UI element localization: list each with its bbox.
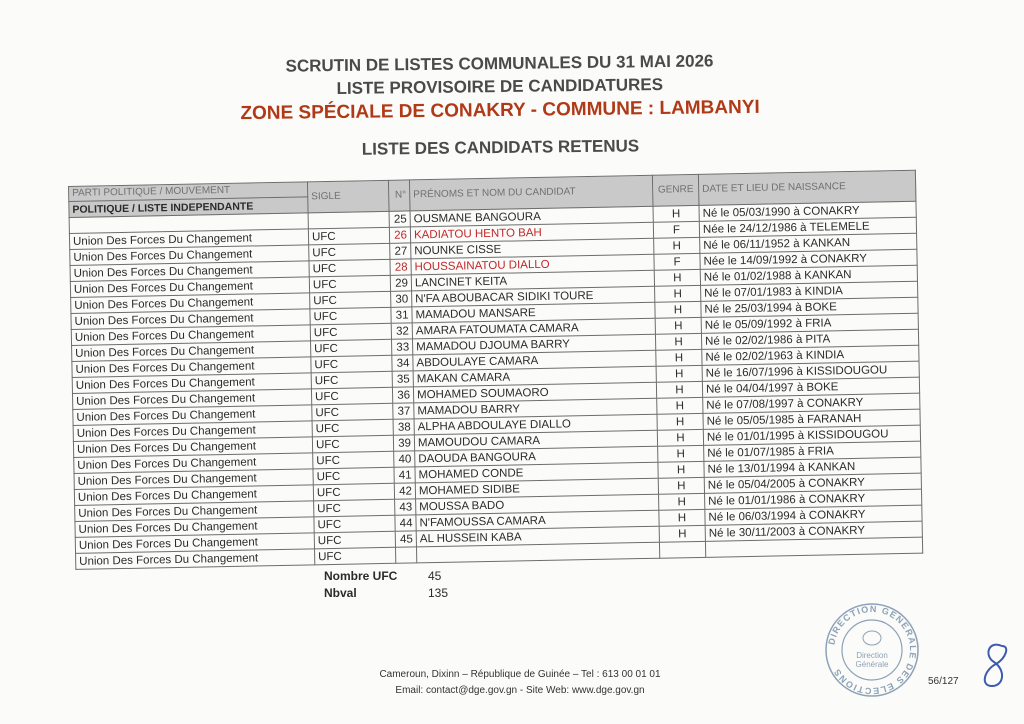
cell-party: Union Des Forces Du Changement xyxy=(72,373,311,394)
cell-candidate-name: NOUNKE CISSE xyxy=(411,238,654,259)
cell-genre: H xyxy=(654,237,700,254)
cell-candidate-name: AMARA FATOUMATA CAMARA xyxy=(412,318,655,339)
cell-sigle: UFC xyxy=(309,243,390,261)
seal-center-text-1: Direction xyxy=(856,651,888,660)
official-seal xyxy=(818,600,926,705)
cell-party: Union Des Forces Du Changement xyxy=(74,485,313,506)
candidates-table xyxy=(68,170,923,570)
cell-birth: Née le 24/12/1986 à TELEMELE xyxy=(699,217,916,237)
candidates-table-wrapper xyxy=(68,170,923,570)
cell-candidate-name: ABDOULAYE CAMARA xyxy=(413,350,656,371)
header-number: N° xyxy=(388,180,410,211)
cell-genre: H xyxy=(659,493,705,510)
cell-birth: Né le 05/09/1992 à FRIA xyxy=(701,313,918,333)
cell-genre: F xyxy=(653,221,699,238)
cell-number: 28 xyxy=(390,259,411,275)
cell-sigle: UFC xyxy=(310,307,391,325)
summary-nbval-row xyxy=(324,586,448,603)
cell-genre: H xyxy=(659,525,705,542)
cell-sigle: UFC xyxy=(313,451,394,469)
cell-birth: Né le 13/01/1994 à KANKAN xyxy=(704,457,921,477)
cell-genre: H xyxy=(658,461,704,478)
cell-sigle: UFC xyxy=(311,355,392,373)
cell-candidate-name: N'FA ABOUBACAR SIDIKI TOURE xyxy=(412,286,655,307)
header-party: PARTI POLITIQUE / MOUVEMENT xyxy=(69,182,308,202)
cell-genre: H xyxy=(655,333,701,350)
cell-candidate-name xyxy=(416,542,659,563)
cell-birth: Né le 25/03/1994 à BOKE xyxy=(701,297,918,317)
cell-genre: H xyxy=(656,381,702,398)
svg-text:DIRECTION GENERALE DES ELECTIO xyxy=(826,604,918,696)
cell-candidate-name: OUSMANE BANGOURA xyxy=(410,206,653,227)
cell-sigle: UFC xyxy=(314,515,395,533)
cell-party: Union Des Forces Du Changement xyxy=(70,277,309,298)
cell-genre: H xyxy=(655,317,701,334)
cell-genre: H xyxy=(656,349,702,366)
cell-party: Union Des Forces Du Changement xyxy=(72,341,311,362)
cell-genre: H xyxy=(658,477,704,494)
cell-number: 26 xyxy=(389,227,410,243)
cell-number: 35 xyxy=(392,371,413,387)
cell-party: Union Des Forces Du Changement xyxy=(73,437,312,458)
cell-candidate-name: MOHAMED SIDIBE xyxy=(415,478,658,499)
cell-number: 27 xyxy=(390,243,411,259)
cell-sigle xyxy=(308,211,389,229)
cell-party: Union Des Forces Du Changement xyxy=(75,501,314,522)
table-header-row xyxy=(69,170,916,201)
page-number: 56/127 xyxy=(928,676,959,687)
cell-candidate-name: N'FAMOUSSA CAMARA xyxy=(416,510,659,531)
cell-sigle: UFC xyxy=(310,291,391,309)
cell-number: 44 xyxy=(395,515,416,531)
cell-candidate-name: MAMADOU BARRY xyxy=(414,398,657,419)
cell-party: Union Des Forces Du Changement xyxy=(70,245,309,266)
cell-sigle: UFC xyxy=(310,323,391,341)
title-election: SCRUTIN DE LISTES COMMUNALES DU 31 MAI 2026 xyxy=(285,51,714,76)
cell-birth: Né le 04/04/1997 à BOKE xyxy=(702,377,919,397)
handwritten-mark xyxy=(978,640,1012,697)
cell-candidate-name: MAMADOU DJOUMA BARRY xyxy=(412,334,655,355)
cell-birth: Né le 01/07/1985 à FRIA xyxy=(704,441,921,461)
handwritten-eight-icon xyxy=(978,640,1012,692)
cell-candidate-name: MOHAMED SOUMAORO xyxy=(413,382,656,403)
cell-birth: Né le 01/01/1986 à CONAKRY xyxy=(705,489,922,509)
cell-candidate-name: ALPHA ABDOULAYE DIALLO xyxy=(414,414,657,435)
cell-candidate-name: HOUSSAINATOU DIALLO xyxy=(411,254,654,275)
seal-stamp-icon xyxy=(818,600,926,700)
cell-birth: Né le 05/05/1985 à FARANAH xyxy=(703,409,920,429)
cell-number: 42 xyxy=(394,483,415,499)
cell-candidate-name: AL HUSSEIN KABA xyxy=(416,526,659,547)
cell-sigle: UFC xyxy=(312,419,393,437)
cell-birth: Né le 05/04/2005 à CONAKRY xyxy=(704,473,921,493)
cell-birth xyxy=(705,537,922,557)
cell-number: 43 xyxy=(395,499,416,515)
cell-number: 31 xyxy=(391,307,412,323)
cell-candidate-name: MAKAN CAMARA xyxy=(413,366,656,387)
cell-sigle: UFC xyxy=(312,435,393,453)
cell-candidate-name: KADIATOU HENTO BAH xyxy=(410,222,653,243)
cell-candidate-name: MOHAMED CONDE xyxy=(415,462,658,483)
title-retained-candidates: LISTE DES CANDIDATS RETENUS xyxy=(361,136,640,159)
summary-nbval-value: 135 xyxy=(428,586,449,600)
footer-address: Cameroun, Dixinn – République de Guinée – Tel : 613 00 01 01 xyxy=(379,669,661,680)
cell-party: Union Des Forces Du Changement xyxy=(70,261,309,282)
cell-number: 33 xyxy=(392,339,413,355)
cell-genre: H xyxy=(658,445,704,462)
cell-genre: H xyxy=(657,429,703,446)
cell-sigle: UFC xyxy=(309,275,390,293)
cell-genre: H xyxy=(657,413,703,430)
cell-number: 32 xyxy=(391,323,412,339)
cell-birth: Né le 06/11/1952 à KANKAN xyxy=(700,233,917,253)
cell-party: Union Des Forces Du Changement xyxy=(75,533,314,554)
cell-birth: Né le 01/01/1995 à KISSIDOUGOU xyxy=(703,425,920,445)
cell-candidate-name: MOUSSA BADO xyxy=(416,494,659,515)
cell-genre: H xyxy=(657,397,703,414)
cell-number: 38 xyxy=(393,419,414,435)
cell-birth: Né le 07/01/1983 à KINDIA xyxy=(701,281,918,301)
cell-sigle: UFC xyxy=(309,259,390,277)
summary-nombre-row xyxy=(324,569,448,586)
cell-birth: Né le 01/02/1988 à KANKAN xyxy=(700,265,917,285)
cell-number: 25 xyxy=(389,211,410,227)
document-header xyxy=(0,46,1001,164)
seal-center-text-2: Générale xyxy=(855,660,889,669)
cell-number: 36 xyxy=(392,387,413,403)
cell-birth: Né le 30/11/2003 à CONAKRY xyxy=(705,521,922,541)
cell-party: Union Des Forces Du Changement xyxy=(73,405,312,426)
cell-sigle: UFC xyxy=(313,483,394,501)
cell-party: Union Des Forces Du Changement xyxy=(73,421,312,442)
cell-party: Union Des Forces Du Changement xyxy=(74,453,313,474)
title-zone-commune: ZONE SPÉCIALE DE CONAKRY - COMMUNE : LAMBANYI xyxy=(240,96,760,125)
cell-sigle: UFC xyxy=(315,547,396,565)
cell-sigle: UFC xyxy=(308,227,389,245)
header-party-sub: POLITIQUE / LISTE INDEPENDANTE xyxy=(69,197,308,218)
cell-candidate-name: LANCINET KEITA xyxy=(411,270,654,291)
cell-party: Union Des Forces Du Changement xyxy=(69,229,308,250)
cell-birth: Né le 02/02/1986 à PITA xyxy=(701,329,918,349)
summary-nbval-label: Nbval xyxy=(324,586,357,600)
cell-sigle: UFC xyxy=(313,467,394,485)
cell-sigle: UFC xyxy=(311,387,392,405)
cell-number: 40 xyxy=(394,451,415,467)
cell-sigle: UFC xyxy=(314,499,395,517)
cell-genre: H xyxy=(659,509,705,526)
cell-party: Union Des Forces Du Changement xyxy=(74,469,313,490)
cell-genre: H xyxy=(655,285,701,302)
cell-sigle: UFC xyxy=(311,339,392,357)
header-sigle: SIGLE xyxy=(307,180,389,213)
cell-number: 45 xyxy=(395,531,416,547)
cell-genre: H xyxy=(654,269,700,286)
cell-genre: H xyxy=(653,205,699,222)
header-birth: DATE ET LIEU DE NAISSANCE xyxy=(698,170,916,205)
header-candidate-name: PRÉNOMS ET NOM DU CANDIDAT xyxy=(409,175,653,211)
cell-party: Union Des Forces Du Changement xyxy=(71,309,310,330)
cell-sigle: UFC xyxy=(312,403,393,421)
cell-birth: Né le 16/07/1996 à KISSIDOUGOU xyxy=(702,361,919,381)
cell-number: 30 xyxy=(391,291,412,307)
cell-genre: H xyxy=(655,301,701,318)
cell-genre: F xyxy=(654,253,700,270)
cell-number xyxy=(395,547,416,563)
cell-candidate-name: DAOUDA BANGOURA xyxy=(415,446,658,467)
cell-number: 37 xyxy=(393,403,414,419)
cell-party: Union Des Forces Du Changement xyxy=(72,389,311,410)
table-body xyxy=(69,201,923,569)
cell-number: 41 xyxy=(394,467,415,483)
cell-number: 39 xyxy=(393,435,414,451)
summary-block xyxy=(324,569,448,603)
page-footer xyxy=(370,667,670,699)
cell-candidate-name: MAMOUDOU CAMARA xyxy=(414,430,657,451)
cell-party: Union Des Forces Du Changement xyxy=(76,549,315,570)
summary-nombre-label: Nombre UFC xyxy=(324,569,398,583)
cell-birth: Né le 02/02/1963 à KINDIA xyxy=(702,345,919,365)
summary-nombre-value: 45 xyxy=(428,569,442,583)
cell-birth: Né le 05/03/1990 à CONAKRY xyxy=(699,201,916,221)
seal-ring-text: DIRECTION GENERALE DES ELECTIONS xyxy=(826,603,919,697)
cell-candidate-name: MAMADOU MANSARE xyxy=(412,302,655,323)
cell-sigle: UFC xyxy=(314,531,395,549)
cell-party: Union Des Forces Du Changement xyxy=(75,517,314,538)
cell-birth: Né le 07/08/1997 à CONAKRY xyxy=(703,393,920,413)
cell-birth: Né le 06/03/1994 à CONAKRY xyxy=(705,505,922,525)
title-list-type: LISTE PROVISOIRE DE CANDIDATURES xyxy=(336,75,664,98)
cell-number: 34 xyxy=(392,355,413,371)
cell-birth: Née le 14/09/1992 à CONAKRY xyxy=(700,249,917,269)
cell-number: 29 xyxy=(390,275,411,291)
cell-genre xyxy=(659,541,705,558)
cell-party: Union Des Forces Du Changement xyxy=(72,357,311,378)
cell-party: Union Des Forces Du Changement xyxy=(71,293,310,314)
header-genre: GENRE xyxy=(652,174,699,206)
cell-genre: H xyxy=(656,365,702,382)
cell-sigle: UFC xyxy=(311,371,392,389)
cell-party: Union Des Forces Du Changement xyxy=(71,325,310,346)
footer-contact: Email: contact@dge.gov.gn - Site Web: www.dge.gov.gn xyxy=(395,685,645,696)
